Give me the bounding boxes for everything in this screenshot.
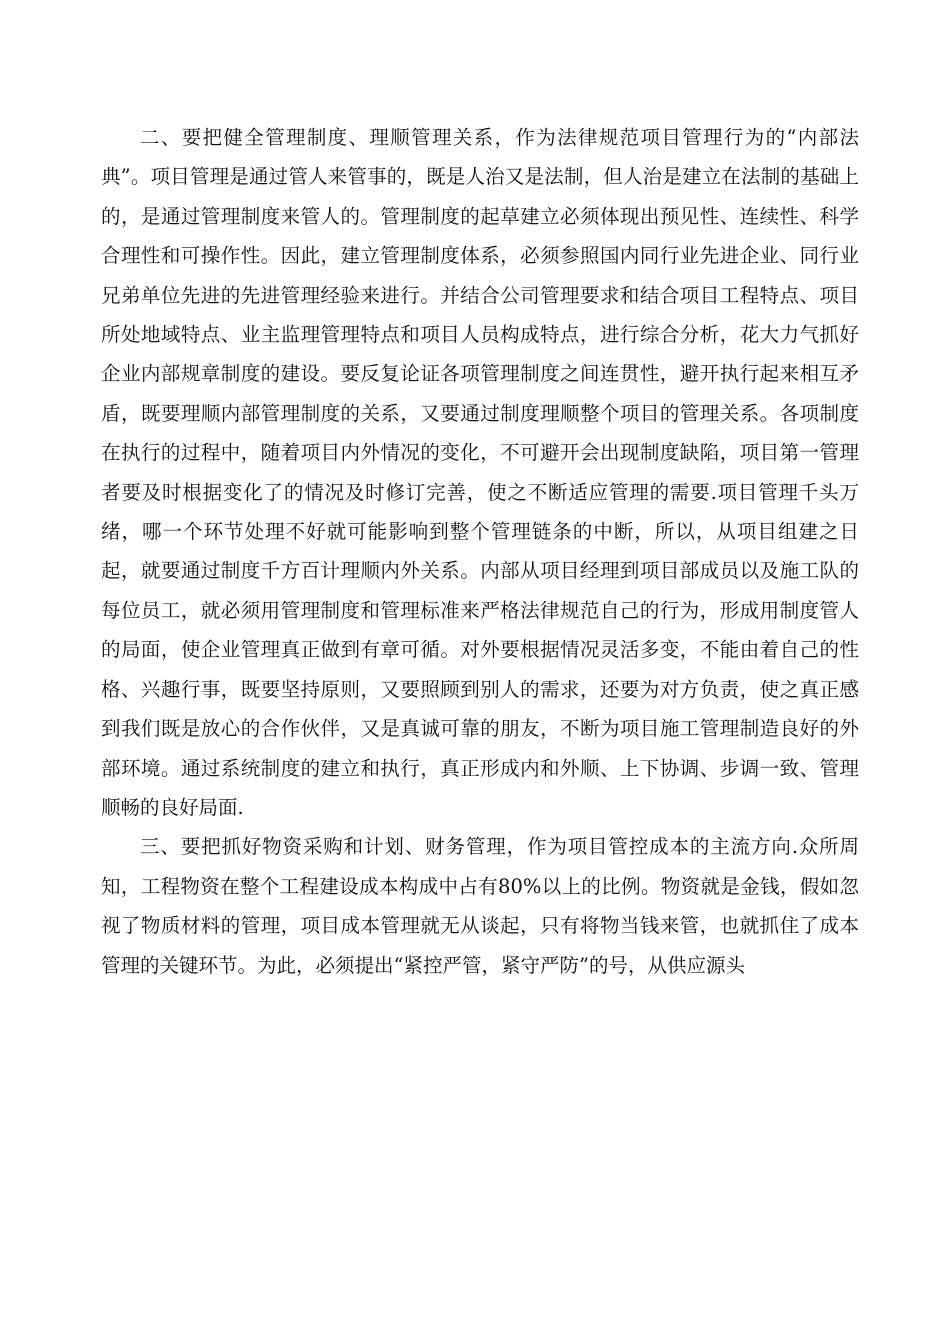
paragraph-management-system: 二、要把健全管理制度、理顺管理关系，作为法律规范项目管理行为的“内部法典”。项目管理是通过管人来管事的，既是人治又是法制，但人治是建立在法制的基础上的，是通过管理制度来管人的。管理制度的起草建立必须体现出预见性、连续性、科学合理性和可操作性。因此，建立管理制度体系，必须参照国内同行业先进企业、同行业兄弟单位先进的先进管理经验来进行。并结合公司管理要求和结合项目工程特点、项目所处地域特点、业主监理管理特点和项目人员构成特点，进行综合分析，花大力气抓好企业内部规章制度的建设。要反复论证各项管理制度之间连贯性，避开执行起来相互矛盾，既要理顺内部管理制度的关系，又要通过制度理顺整个项目的管理关系。各项制度在执行的过程中，随着项目内外情况的变化，不可避开会出现制度缺陷，项目第一管理者要及时根据变化了的情况及时修订完善，使之不断适应管理的需要.项目管理千头万绪，哪一个环节处理不好就可能影响到整个管理链条的中断，所以，从项目组建之日起，就要通过制度千方百计理顺内外关系。内部从项目经理到项目部成员以及施工队的每位员工，就必须用管理制度和管理标准来严格法律规范自己的行为，形成用制度管人的局面，使企业管理真正做到有章可循。对外要根据情况灵活多变，不能由着自己的性格、兴趣行事，既要坚持原则，又要照顾到别人的需求，还要为对方负责，使之真正感到我们既是放心的合作伙伴，又是真诚可靠的朋友，不断为项目施工管理制造良好的外部环境。通过系统制度的建立和执行，真正形成内和外顺、上下协调、步调一致、管理顺畅的良好局面. [101,126,859,819]
paragraph-procurement-finance: 三、要把抓好物资采购和计划、财务管理，作为项目管控成本的主流方向.众所周知，工程物资在整个工程建设成本构成中占有80%以上的比例。物资就是金钱，假如忽视了物质材料的管理，项目成本管理就无从谈起，只有将物当钱来管，也就抓住了成本管理的关键环节。为此，必须提出“紧控严管，紧守严防”的号，从供应源头 [101,835,859,977]
document-body [101,118,859,985]
